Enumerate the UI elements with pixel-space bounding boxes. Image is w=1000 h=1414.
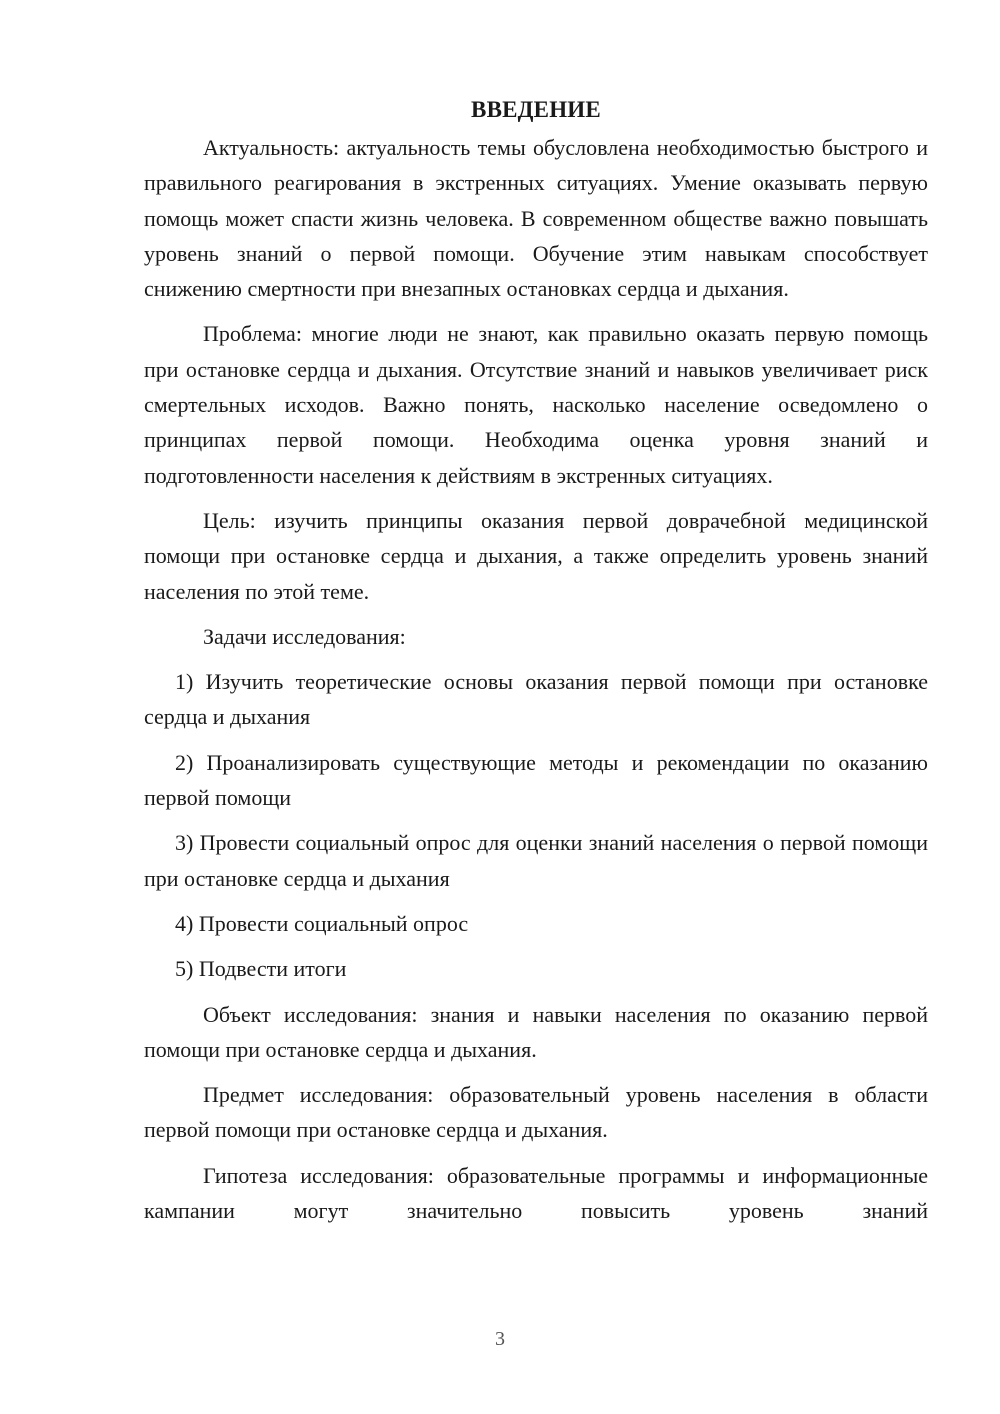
task-item-5: 5) Подвести итоги [175, 956, 347, 982]
paragraph-relevance: Актуальность: актуальность темы обусловлена необходимостью быстрого и правильного реагирования в экстренных ситуациях. Умение оказывать первую помощь может спасти жизнь человека. В современном обществе важно повышать уровень знаний о первой помощи. Обучение этим навыкам способствует снижению смертности при внезапных остановках сердца и дыхания. [144, 135, 928, 302]
paragraph-problem: Проблема: многие люди не знают, как правильно оказать первую помощь при остановке сердца и дыхания. Отсутствие знаний и навыков увеличивает риск смертельных исходов. Важно понять, насколько население осведомлено о принципах первой помощи. Необходима оценка уровня знаний и подготовленности населения к действиям в экстренных ситуациях. [144, 321, 928, 488]
task-item-3: 3) Провести социальный опрос для оценки знаний населения о первой помощи при остановке сердца и дыхания [144, 830, 928, 891]
task-item-4: 4) Провести социальный опрос [175, 910, 469, 936]
task-item-2: 2) Проанализировать существующие методы и рекомендации по оказанию первой помощи [144, 749, 928, 811]
paragraph-hypothesis: Гипотеза исследования: образовательные программы и информационные кампании могут значительно повысить уровень знаний [144, 1162, 928, 1224]
section-title: ВВЕДЕНИЕ [471, 97, 601, 122]
paragraph-tasks-heading: Задачи исследования: [203, 623, 406, 649]
paragraph-object: Объект исследования: знания и навыки населения по оказанию первой помощи при остановке сердца и дыхания. [144, 1001, 928, 1062]
paragraph-subject: Предмет исследования: образовательный уровень населения в области первой помощи при остановке сердца и дыхания. [144, 1082, 928, 1143]
page-number: 3 [495, 1328, 505, 1350]
paragraph-goal: Цель: изучить принципы оказания первой доврачебной медицинской помощи при остановке сердца и дыхания, а также определить уровень знаний населения по этой теме. [144, 507, 928, 604]
document-page [144, 92, 928, 1228]
task-item-1: 1) Изучить теоретические основы оказания первой помощи при остановке сердца и дыхания [144, 669, 928, 730]
